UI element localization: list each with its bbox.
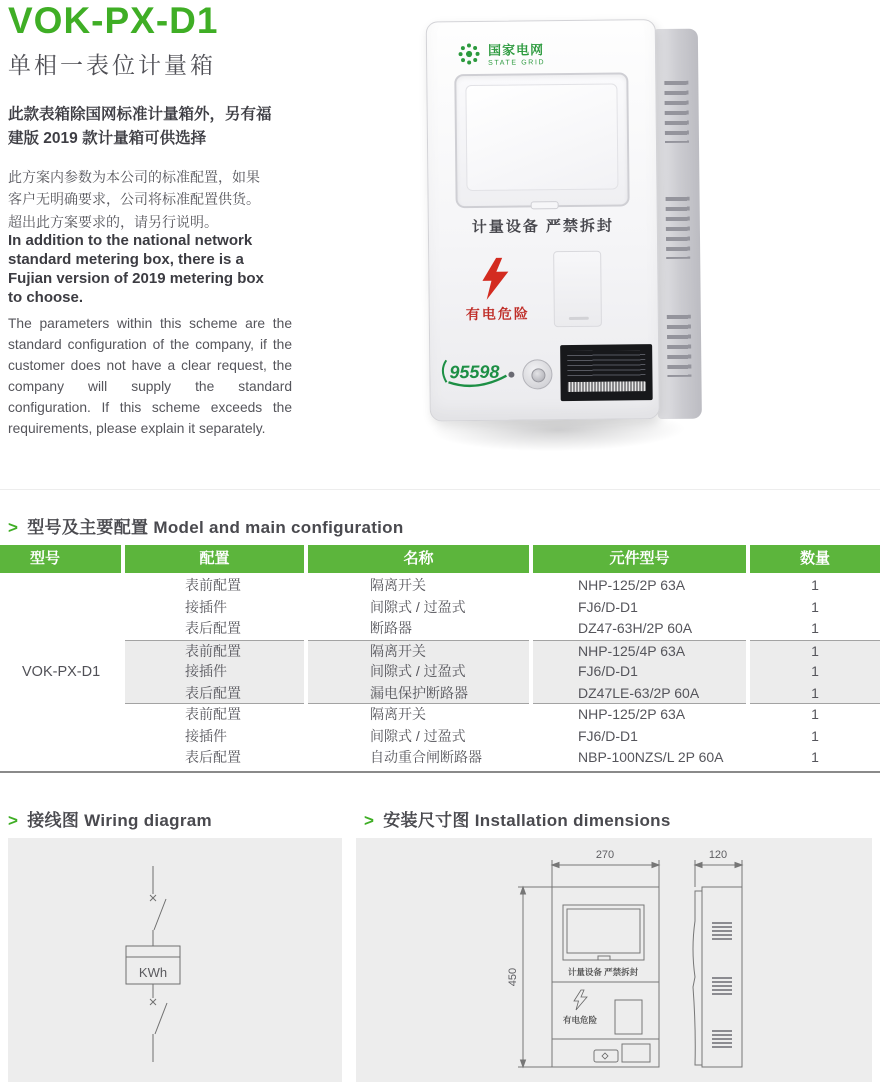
diagram-danger-text: 有电危险 <box>562 1015 598 1025</box>
cell-part: FJ6/D-D1 <box>578 727 638 744</box>
config-section-title <box>8 513 404 538</box>
cell-name: 隔离开关 <box>308 640 529 662</box>
cell-name: 断路器 <box>370 620 412 636</box>
meter-label: KWh <box>138 965 168 980</box>
table-row <box>125 661 880 683</box>
cell-name: 间隙式 / 过盈式 <box>370 598 466 615</box>
cell-qty: 1 <box>811 598 819 615</box>
install-title-zh: 安装尺寸图 <box>383 811 470 830</box>
col-header-part: 元件型号 <box>533 545 746 573</box>
wiring-diagram <box>8 838 342 1082</box>
state-grid-emblem-icon <box>457 41 481 65</box>
section-divider <box>0 489 880 490</box>
table-row <box>125 704 880 726</box>
cell-qty: 1 <box>750 661 880 683</box>
lightning-icon <box>481 258 509 300</box>
box-front-panel <box>426 19 660 421</box>
brand-name-en: STATE GRID <box>488 59 546 67</box>
product-photo <box>416 10 721 465</box>
window-latch <box>531 201 559 209</box>
diagram-seal-text: 计量设备 严禁拆封 <box>567 967 639 977</box>
brand-name-cn: 国家电网 <box>487 42 545 58</box>
install-diagram <box>356 838 872 1082</box>
config-title-zh: 型号及主要配置 <box>27 518 149 537</box>
meter-window-cover <box>465 83 618 191</box>
config-table <box>0 545 880 773</box>
table-row <box>125 726 880 748</box>
cell-qty: 1 <box>811 749 819 765</box>
cell-part: DZ47LE-63/2P 60A <box>533 683 746 705</box>
table-row <box>125 747 880 769</box>
col-header-qty: 数量 <box>750 545 880 573</box>
install-section-title <box>364 806 671 831</box>
vent-slots-icon <box>664 81 689 143</box>
cell-qty: 1 <box>750 640 880 662</box>
box-side-panel <box>654 29 702 419</box>
meter-window <box>454 72 629 208</box>
page-subtitle: 单相一表位计量箱 <box>8 52 216 78</box>
config-group-3 <box>125 704 880 769</box>
table-header-row <box>0 545 880 573</box>
cell-config: 表前配置 <box>185 706 241 722</box>
col-header-model: 型号 <box>0 545 121 573</box>
intro-zh: 此方案内参数为本公司的标准配置，如果客户无明确要求，公司将标准配置供货。超出此方案要求的，请另行说明。 <box>8 169 260 230</box>
cell-name: 漏电保护断路器 <box>308 683 529 705</box>
screw-icon <box>508 372 514 378</box>
cell-config: 表后配置 <box>185 620 241 636</box>
table-row <box>125 597 880 619</box>
config-group-2 <box>125 640 880 705</box>
hotline-logo <box>436 352 514 398</box>
wiring-title-en: Wiring diagram <box>84 811 212 830</box>
cell-config: 表后配置 <box>185 749 241 765</box>
cell-name: 隔离开关 <box>370 706 426 722</box>
seal-warning-text: 计量设备 严禁拆封 <box>471 217 615 237</box>
dim-height-label: 450 <box>507 967 519 987</box>
cell-config: 接插件 <box>185 598 227 615</box>
model-cell <box>0 575 125 769</box>
cell-name: 间隙式 / 过盈式 <box>370 727 466 744</box>
config-group-1 <box>125 575 880 640</box>
cell-part: NHP-125/2P 63A <box>578 577 686 593</box>
cell-name: 间隙式 / 过盈式 <box>308 661 529 683</box>
cell-part: FJ6/D-D1 <box>578 598 638 615</box>
wiring-diagram-panel <box>8 838 342 1082</box>
dim-depth-label: 120 <box>708 849 728 861</box>
dim-width-label: 270 <box>595 849 615 861</box>
table-row <box>125 683 880 705</box>
cell-config: 表前配置 <box>185 577 241 593</box>
chevron-icon: > <box>8 811 19 830</box>
model-number: VOK-PX-D1 <box>22 663 101 680</box>
cell-config: 接插件 <box>185 727 227 744</box>
cell-qty: 1 <box>811 577 819 593</box>
page-title: VOK-PX-D1 <box>8 0 219 41</box>
cell-part: NHP-125/4P 63A <box>533 640 746 662</box>
cell-config: 接插件 <box>125 661 304 683</box>
col-header-name: 名称 <box>308 545 529 573</box>
wiring-section-title <box>8 806 212 831</box>
cell-part: NHP-125/2P 63A <box>578 706 686 722</box>
table-row <box>125 618 880 640</box>
chevron-icon: > <box>364 811 375 830</box>
nameplate-label <box>560 344 653 401</box>
cell-qty: 1 <box>811 620 819 636</box>
cell-config: 表后配置 <box>125 683 304 705</box>
intro-en: The parameters within this scheme are the standard configuration of the company, if the customer does not have a clear request, the company will supply the standard configuration. If this scheme exceeds the requirements, please explain it separately. <box>8 316 292 437</box>
install-title-en: Installation dimensions <box>474 811 671 830</box>
intro-zh-bold: 此款表箱除国网标准计量箱外，另有福建版 2019 款计量箱可供选择 <box>8 106 272 148</box>
cell-qty: 1 <box>811 727 819 744</box>
door-lock <box>522 359 552 389</box>
col-header-config: 配置 <box>125 545 304 573</box>
cell-qty: 1 <box>750 683 880 705</box>
cell-config: 表前配置 <box>125 640 304 662</box>
breaker-door <box>553 251 602 327</box>
cell-name: 自动重合闸断路器 <box>370 749 482 765</box>
wiring-title-zh: 接线图 <box>27 811 80 830</box>
config-title-en: Model and main configuration <box>153 518 404 537</box>
state-grid-logo <box>457 39 545 67</box>
table-row <box>125 640 880 662</box>
cell-part: FJ6/D-D1 <box>533 661 746 683</box>
vent-slots-icon <box>667 315 692 377</box>
cell-part: NBP-100NZS/L 2P 60A <box>578 749 724 765</box>
nameplate-text-lines <box>567 350 645 377</box>
chevron-icon: > <box>8 518 19 537</box>
cell-qty: 1 <box>811 706 819 722</box>
table-row <box>125 575 880 597</box>
intro-en-bold: In addition to the national network standard metering box, there is a Fujian version of 2019 metering box to choose. <box>8 232 264 307</box>
danger-text: 有电危险 <box>465 305 530 323</box>
cell-name: 隔离开关 <box>370 577 426 593</box>
barcode-icon <box>568 381 646 392</box>
install-diagram-panel <box>356 838 872 1082</box>
cell-part: DZ47-63H/2P 60A <box>578 620 693 636</box>
hotline-number: 95598 <box>449 361 500 383</box>
vent-slots-icon <box>666 197 691 259</box>
